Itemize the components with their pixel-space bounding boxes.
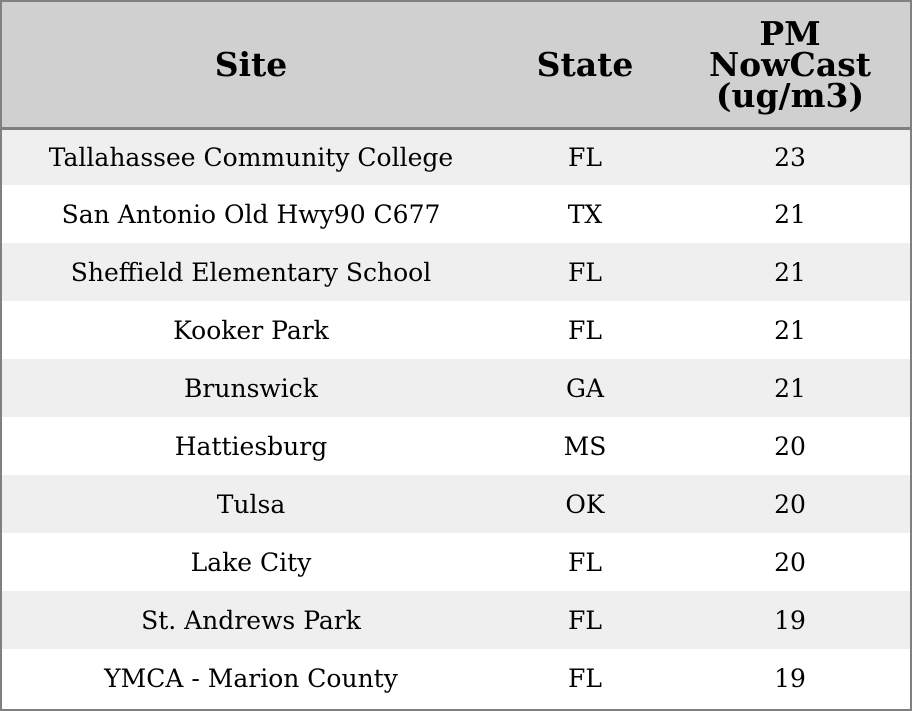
cell-state: FL [568,142,602,172]
cell-state: MS [563,431,607,461]
cell-pm: 21 [774,373,806,403]
column-header-pm-line-1: PM [759,13,821,53]
column-header-site: Site [2,2,500,128]
cell-pm: 20 [774,547,806,577]
cell-site: Hattiesburg [174,431,328,461]
table-row [2,417,910,475]
cell-site: Brunswick [184,373,318,403]
cell-state: GA [565,373,605,403]
cell-state: TX [567,199,603,229]
cell-state: FL [568,257,602,287]
table-row [2,243,910,301]
cell-site: Kooker Park [173,315,329,345]
column-header-pm-nowcast [670,2,910,128]
column-header-pm-line-3: (ug/m3) [715,75,865,115]
column-header-state: State [500,2,670,128]
table-row [2,128,910,185]
table-row [2,359,910,417]
cell-pm: 20 [774,489,806,519]
cell-site: Tulsa [216,489,286,519]
cell-state: FL [568,315,602,345]
cell-site: St. Andrews Park [141,605,361,635]
table-body [2,128,910,707]
table-row [2,591,910,649]
cell-pm: 19 [774,605,806,635]
header-row [2,2,910,128]
cell-state: FL [568,547,602,577]
table-row [2,301,910,359]
cell-site: Sheffield Elementary School [70,257,432,287]
cell-state: FL [568,663,602,693]
column-header-pm-line-2: NowCast [708,44,872,84]
pm-nowcast-table [2,2,910,707]
cell-pm: 20 [774,431,806,461]
cell-site: Tallahassee Community College [48,142,454,172]
cell-pm: 21 [774,315,806,345]
table-row [2,185,910,243]
cell-pm: 19 [774,663,806,693]
table-header [2,2,910,128]
cell-pm: 21 [774,199,806,229]
table-row [2,533,910,591]
cell-site: Lake City [190,547,312,577]
table-row [2,649,910,707]
cell-state: OK [565,489,605,519]
cell-pm: 23 [774,142,806,172]
cell-site: San Antonio Old Hwy90 C677 [61,199,441,229]
cell-state: FL [568,605,602,635]
cell-site: YMCA - Marion County [104,663,398,693]
table-row [2,475,910,533]
cell-pm: 21 [774,257,806,287]
